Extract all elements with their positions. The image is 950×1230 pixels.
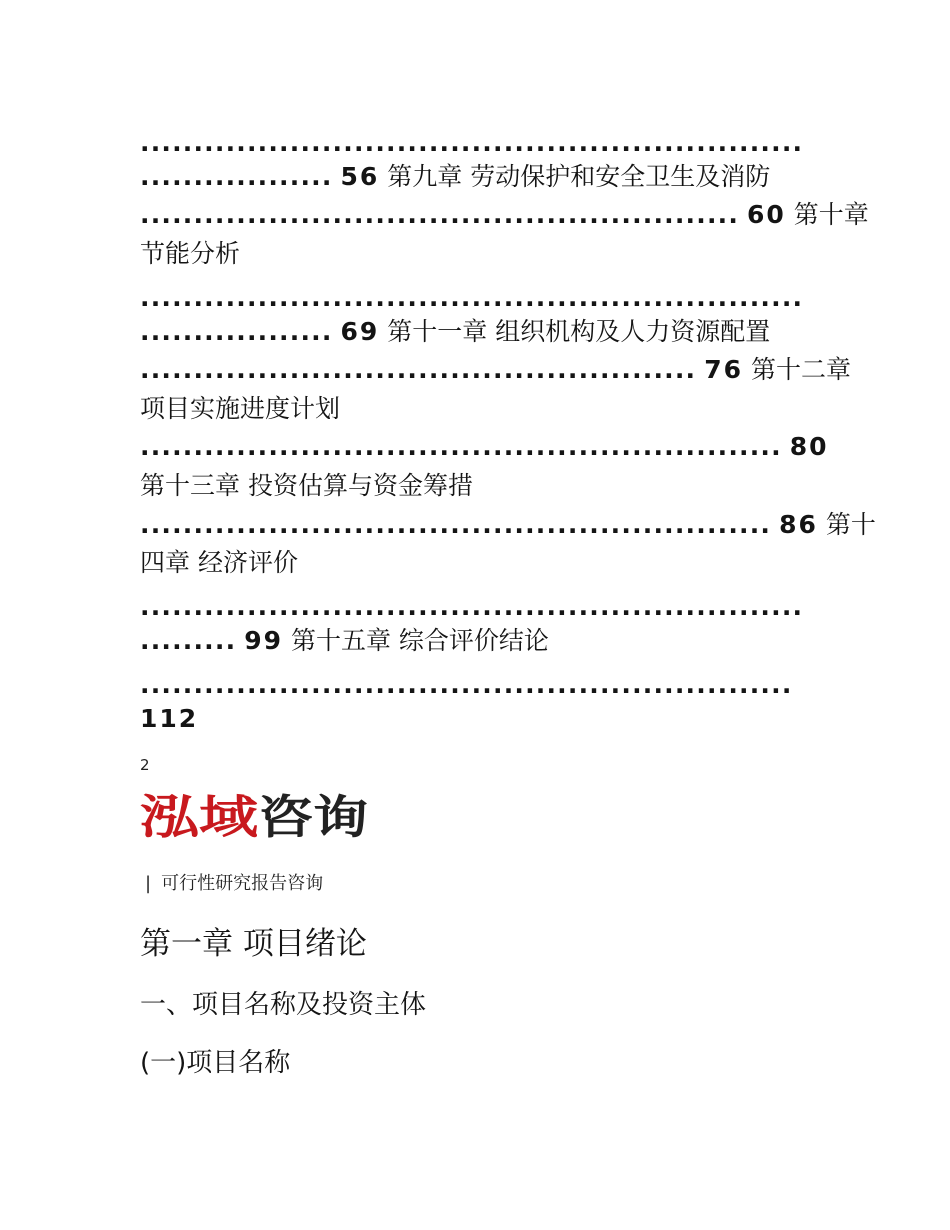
logo-tagline: [145, 869, 323, 895]
toc-leader-dots: ...........................................................: [140, 510, 772, 539]
toc-entry-title: 节能分析: [140, 239, 241, 268]
toc-entry-56[interactable]: [140, 160, 770, 194]
subsection-title: (一)项目名称: [140, 1048, 291, 1078]
toc-entry-title: 第十三章 投资估算与资金筹措: [140, 471, 473, 500]
toc-entry-title: 第十: [825, 510, 876, 539]
toc-entry-80[interactable]: [140, 430, 829, 464]
toc-entry-112[interactable]: [140, 702, 198, 736]
company-logo: [140, 791, 368, 841]
toc-entry-title: 第九章 劳动保护和安全卫生及消防: [387, 162, 771, 191]
toc-entry-86[interactable]: [140, 508, 876, 542]
toc-page-number: 86: [779, 510, 818, 539]
page-number: 2: [140, 756, 150, 774]
toc-page-number: 80: [789, 432, 829, 461]
toc-leader-dots: ..............................................................: [140, 592, 804, 621]
toc-entry-title: 第十二章: [750, 355, 851, 384]
toc-page-number: 56: [340, 162, 380, 191]
toc-leader-dots: ............................................................: [140, 432, 782, 461]
toc-entry-99[interactable]: [140, 624, 549, 658]
toc-entry-80-title: [140, 469, 473, 503]
toc-entry-title: 四章 经济评价: [140, 548, 298, 577]
toc-dots-line: [140, 668, 793, 702]
toc-dots-line: [140, 281, 803, 315]
toc-leader-dots: ..................: [140, 162, 333, 191]
logo-dark-text: 咨询: [258, 791, 368, 841]
toc-entry-76-cont: [140, 392, 340, 426]
toc-entry-title: 第十章: [793, 200, 869, 229]
tagline-bar: |: [145, 873, 152, 894]
toc-dots-line: [140, 590, 803, 624]
toc-entry-60-cont: [140, 237, 240, 271]
logo-red-text: 泓域: [140, 791, 258, 841]
toc-leader-dots: ....................................................: [140, 355, 697, 384]
toc-entry-69[interactable]: [140, 315, 770, 349]
toc-leader-dots: ..............................................................: [140, 128, 804, 157]
chapter-title: 第一章 项目绪论: [140, 926, 367, 962]
toc-entry-title: 第十一章 组织机构及人力资源配置: [387, 317, 771, 346]
toc-entry-60[interactable]: [140, 198, 869, 232]
toc-entry-76[interactable]: [140, 353, 851, 387]
toc-leader-dots: ........................................................: [140, 200, 740, 229]
section-title: 一、项目名称及投资主体: [140, 990, 427, 1020]
toc-page-number: 99: [244, 626, 284, 655]
toc-leader-dots: .........: [140, 626, 237, 655]
toc-leader-dots: ..............................................................: [140, 283, 804, 312]
toc-page-number: 112: [140, 704, 199, 733]
toc-leader-dots: .............................................................: [140, 670, 793, 699]
toc-page-number: 60: [747, 200, 786, 229]
toc-page-number: 76: [704, 355, 743, 384]
tagline-text: 可行性研究报告咨询: [161, 873, 324, 894]
toc-leader-dots: ..................: [140, 317, 333, 346]
toc-entry-title: 项目实施进度计划: [140, 394, 341, 423]
toc-entry-86-cont: [140, 546, 298, 580]
toc-entry-title: 第十五章 综合评价结论: [290, 626, 549, 655]
toc-dots-line: [140, 126, 803, 160]
toc-page-number: 69: [340, 317, 380, 346]
